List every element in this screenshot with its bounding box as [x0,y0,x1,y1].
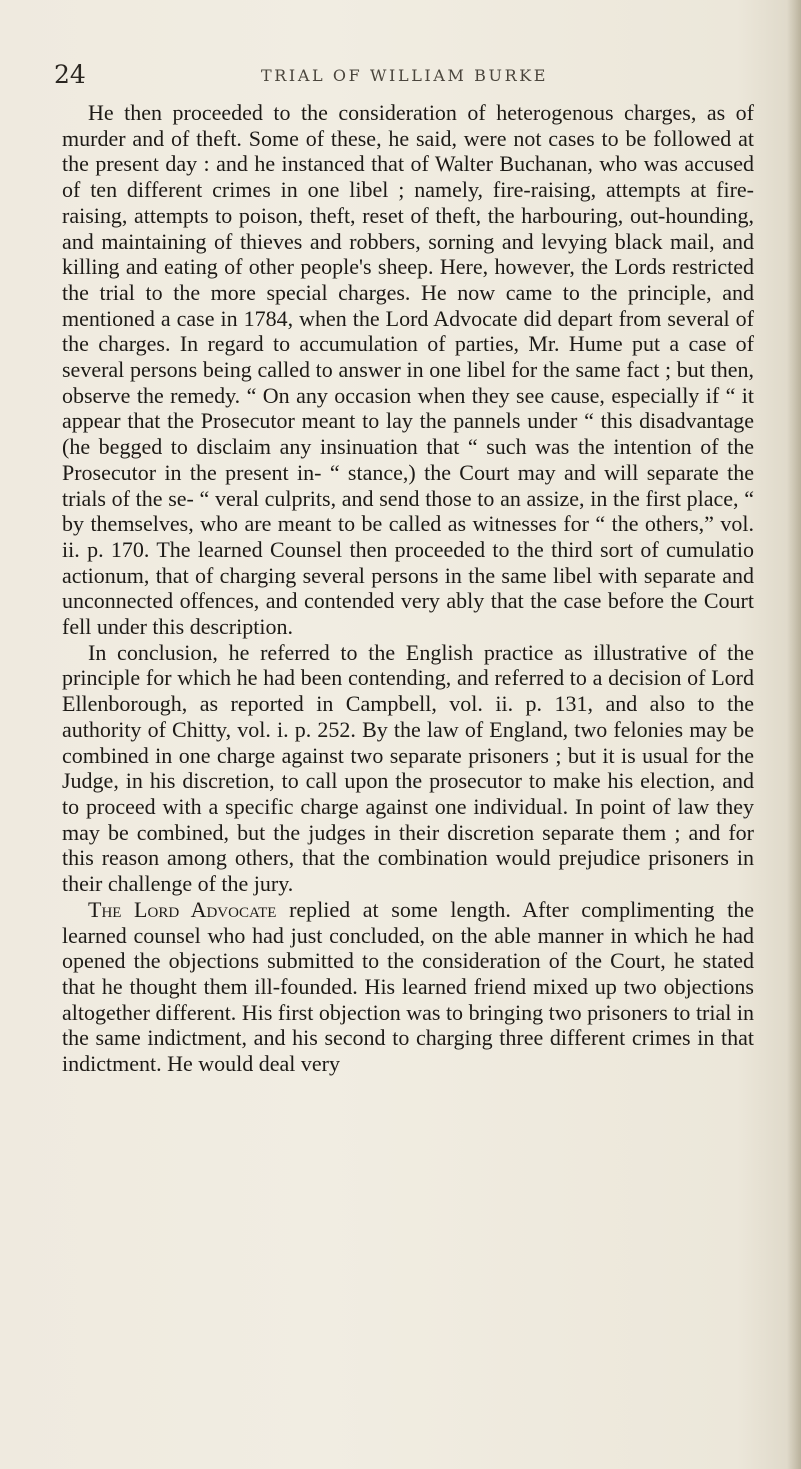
running-title: TRIAL OF WILLIAM BURKE [261,66,549,85]
paragraph-3-text: replied at some length. After complimenting the learned counsel who had just concluded, on the able manner in which he had opened the objections submitted to the consideration of the Court, he stated that he thought them ill-founded. His learned friend mixed up two objections altogether different. His first objection was to bringing two prisoners to trial in the same indictment, and his second to charging three different crimes in that indictment. He would deal very [62,896,754,1077]
body-text [62,100,754,1077]
paragraph-2: In conclusion, he referred to the English practice as illustrative of the principle for which he had been contending, and referred to a decision of Lord Ellenborough, as reported in Campbell, vol. ii. p. 131, and also to the authority of Chitty, vol. i. p. 252. By the law of England, two felonies may be combined in one charge against two separate prisoners ; but it is usual for the Judge, in his discretion, to call upon the prosecutor to make his election, and to proceed with a specific charge against one individual. In point of law they may be combined, but the judges in their discretion separate them ; and for this reason among others, that the combination would prejudice prisoners in their challenge of the jury. [62,639,754,897]
page-header [54,58,754,98]
page-number: 24 [54,60,86,89]
page-edge-shadow [787,0,801,1469]
paragraph-1: He then proceeded to the consideration of heterogenous charges, as of murder and of theft. Some of these, he said, were not cases to be followed at the present day : and he instanced that of Walter Buchanan, who was accused of ten different crimes in one libel ; namely, fire-raising, attempts at fire-raising, attempts to poison, theft, reset of theft, the harbouring, out-hounding, and maintaining of thieves and robbers, sorning and levying black mail, and killing and eating of other people's sheep. Here, however, the Lords restricted the trial to the more special charges. He now came to the principle, and mentioned a case in 1784, when the Lord Advocate did depart from several of the charges. In regard to accumulation of parties, Mr. Hume put a case of several persons being called to answer in one libel for the same fact ; but then, observe the remedy. “ On any occasion when they see cause, especially if “ it appear that the Prosecutor meant to lay the pannels under “ this disadvantage (he begged to disclaim any insinuation that “ such was the intention of the Prosecutor in the present in- “ stance,) the Court may and will separate the trials of the se- “ veral culprits, and send those to an assize, in the first place, “ by themselves, who are meant to be called as witnesses for “ the others,” vol. ii. p. 170. The learned Counsel then proceeded to the third sort of cumulatio actionum, that of charging several persons in the same libel with separate and unconnected offences, and contended very ably that the case before the Court fell under this description. [62,100,754,640]
paragraph-3 [62,897,754,1077]
speaker-name: The Lord Advocate [88,896,277,922]
